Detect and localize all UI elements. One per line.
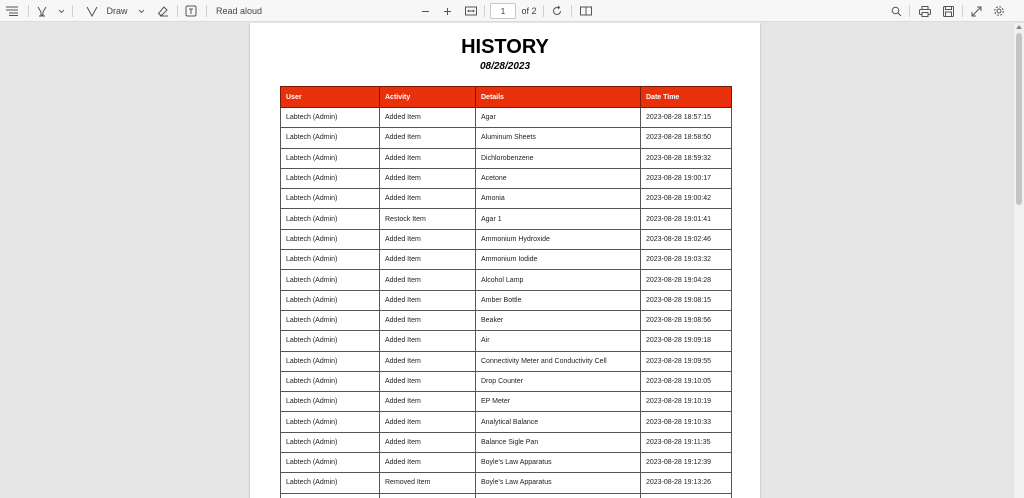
cell-date-time: 2023-08-28 19:01:41 (641, 209, 732, 229)
cell-date-time: 2023-08-28 19:10:05 (641, 371, 732, 391)
scroll-up-arrow-icon[interactable] (1016, 25, 1022, 29)
cell-date-time: 2023-08-28 19:03:32 (641, 250, 732, 270)
cell-user: Labtech (Admin) (281, 453, 380, 473)
cell-date-time: 2023-08-28 19:00:42 (641, 189, 732, 209)
draw-chevron-down-icon[interactable] (136, 0, 146, 22)
cell-activity: Added Item (380, 432, 476, 452)
cell-details: Aluminum Sheets (476, 128, 641, 148)
cell-details: Acetone (476, 168, 641, 188)
cell-date-time (641, 493, 732, 498)
cell-details: Ammonium Hydroxide (476, 229, 641, 249)
cell-details: Drop Counter (476, 371, 641, 391)
column-header-user: User (281, 87, 380, 108)
cell-user: Labtech (Admin) (281, 351, 380, 371)
zoom-in-icon[interactable] (441, 0, 453, 22)
pdf-toolbar (0, 0, 1024, 22)
table-row (281, 432, 732, 452)
history-table (280, 86, 732, 498)
cell-activity: Restock Item (380, 209, 476, 229)
table-row (281, 310, 732, 330)
print-icon[interactable] (917, 0, 933, 22)
table-row (281, 392, 732, 412)
cell-activity: Added Item (380, 270, 476, 290)
cell-user: Labtech (Admin) (281, 148, 380, 168)
toolbar-divider (28, 5, 29, 17)
highlight-icon[interactable] (34, 0, 50, 22)
cell-details: Analytical Balance (476, 412, 641, 432)
cell-details: Amonia (476, 189, 641, 209)
draw-label: Draw (106, 6, 128, 16)
table-row (281, 351, 732, 371)
table-row (281, 412, 732, 432)
page-view-icon[interactable] (578, 0, 594, 22)
zoom-out-icon[interactable] (419, 0, 431, 22)
cell-details: Agar 1 (476, 209, 641, 229)
table-header-row (281, 87, 732, 108)
table-row (281, 493, 732, 498)
cell-date-time: 2023-08-28 18:59:32 (641, 148, 732, 168)
cell-activity: Added Item (380, 290, 476, 310)
cell-activity (380, 493, 476, 498)
cell-date-time: 2023-08-28 19:08:15 (641, 290, 732, 310)
cell-details: Beaker (476, 310, 641, 330)
rotate-icon[interactable] (549, 0, 565, 22)
cell-user: Labtech (Admin) (281, 290, 380, 310)
search-icon[interactable] (888, 0, 904, 22)
table-row (281, 189, 732, 209)
toolbar-divider (543, 5, 544, 17)
cell-user: Labtech (Admin) (281, 392, 380, 412)
cell-details: Boyle's Law Apparatus (476, 473, 641, 493)
table-row (281, 250, 732, 270)
cell-date-time: 2023-08-28 19:10:33 (641, 412, 732, 432)
cell-activity: Added Item (380, 128, 476, 148)
cell-date-time: 2023-08-28 19:09:18 (641, 331, 732, 351)
cell-details: Boyle's Law Apparatus (476, 453, 641, 473)
cell-date-time: 2023-08-28 19:12:39 (641, 453, 732, 473)
table-row (281, 331, 732, 351)
table-row (281, 229, 732, 249)
cell-user: Labtech (Admin) (281, 270, 380, 290)
cell-user: Labtech (Admin) (281, 473, 380, 493)
cell-activity: Added Item (380, 189, 476, 209)
table-row (281, 290, 732, 310)
cell-activity: Added Item (380, 229, 476, 249)
table-row (281, 128, 732, 148)
table-row (281, 453, 732, 473)
cell-activity: Added Item (380, 310, 476, 330)
table-row (281, 108, 732, 128)
highlight-chevron-down-icon[interactable] (56, 0, 66, 22)
page-number-input[interactable]: 1 (490, 3, 516, 19)
cell-user: Labtech (Admin) (281, 168, 380, 188)
toolbar-divider (72, 5, 73, 17)
cell-user: Labtech (Admin) (281, 310, 380, 330)
toolbar-divider (206, 5, 207, 17)
cell-date-time: 2023-08-28 19:08:56 (641, 310, 732, 330)
cell-details: Dichlorobenzene (476, 148, 641, 168)
cell-details: Agar (476, 108, 641, 128)
cell-activity: Added Item (380, 453, 476, 473)
read-aloud-button[interactable] (214, 0, 264, 22)
cell-activity: Added Item (380, 371, 476, 391)
table-row (281, 209, 732, 229)
cell-details: Balance Sigle Pan (476, 432, 641, 452)
toolbar-divider (571, 5, 572, 17)
cell-details: Ammonium Iodide (476, 250, 641, 270)
read-aloud-label: Read aloud (215, 6, 263, 16)
table-body (281, 108, 732, 498)
cell-date-time: 2023-08-28 19:00:17 (641, 168, 732, 188)
cell-details: Connectivity Meter and Conductivity Cell (476, 351, 641, 371)
save-icon[interactable] (940, 0, 956, 22)
draw-icon[interactable] (84, 0, 100, 22)
table-row (281, 473, 732, 493)
cell-activity: Added Item (380, 148, 476, 168)
eraser-icon[interactable] (155, 0, 171, 22)
contents-icon[interactable] (4, 0, 20, 22)
cell-activity: Added Item (380, 412, 476, 432)
pdf-page (250, 23, 760, 498)
cell-activity: Added Item (380, 331, 476, 351)
cell-date-time: 2023-08-28 18:57:15 (641, 108, 732, 128)
text-box-icon[interactable] (183, 0, 199, 22)
cell-user: Labtech (Admin) (281, 432, 380, 452)
toolbar-divider (962, 5, 963, 17)
toolbar-divider (909, 5, 910, 17)
cell-user: Labtech (Admin) (281, 189, 380, 209)
column-header-details: Details (476, 87, 641, 108)
cell-activity: Added Item (380, 392, 476, 412)
column-header-date-time: Date Time (641, 87, 732, 108)
cell-user: Labtech (Admin) (281, 108, 380, 128)
table-row (281, 148, 732, 168)
cell-details: EP Meter (476, 392, 641, 412)
cell-user: Labtech (Admin) (281, 371, 380, 391)
cell-date-time: 2023-08-28 19:09:55 (641, 351, 732, 371)
cell-user: Labtech (Admin) (281, 250, 380, 270)
cell-user: Labtech (Admin) (281, 209, 380, 229)
cell-date-time: 2023-08-28 19:11:35 (641, 432, 732, 452)
cell-date-time: 2023-08-28 19:04:28 (641, 270, 732, 290)
cell-activity: Added Item (380, 351, 476, 371)
cell-activity: Added Item (380, 250, 476, 270)
cell-user (281, 493, 380, 498)
cell-activity: Added Item (380, 108, 476, 128)
document-date: 08/28/2023 (479, 61, 531, 72)
cell-user: Labtech (Admin) (281, 331, 380, 351)
fit-width-icon[interactable] (463, 0, 479, 22)
table-row (281, 270, 732, 290)
draw-button[interactable] (104, 0, 130, 22)
scrollbar-thumb[interactable] (1016, 33, 1022, 205)
cell-details: Air (476, 331, 641, 351)
cell-date-time: 2023-08-28 19:13:26 (641, 473, 732, 493)
cell-date-time: 2023-08-28 18:58:50 (641, 128, 732, 148)
settings-gear-icon[interactable] (991, 0, 1007, 22)
cell-date-time: 2023-08-28 19:02:46 (641, 229, 732, 249)
vertical-scrollbar[interactable] (1014, 23, 1024, 498)
cell-details: Alcohol Lamp (476, 270, 641, 290)
cell-activity: Removed Item (380, 473, 476, 493)
table-row (281, 168, 732, 188)
document-title: HISTORY (461, 36, 549, 58)
toolbar-divider (177, 5, 178, 17)
document-viewer[interactable] (0, 23, 1014, 498)
page-total: of 2 (521, 6, 537, 16)
column-header-activity: Activity (380, 87, 476, 108)
cell-details (476, 493, 641, 498)
fullscreen-icon[interactable] (968, 0, 984, 22)
cell-date-time: 2023-08-28 19:10:19 (641, 392, 732, 412)
table-row (281, 371, 732, 391)
cell-user: Labtech (Admin) (281, 128, 380, 148)
cell-activity: Added Item (380, 168, 476, 188)
cell-user: Labtech (Admin) (281, 229, 380, 249)
cell-details: Amber Bottle (476, 290, 641, 310)
cell-user: Labtech (Admin) (281, 412, 380, 432)
toolbar-divider (484, 5, 485, 17)
